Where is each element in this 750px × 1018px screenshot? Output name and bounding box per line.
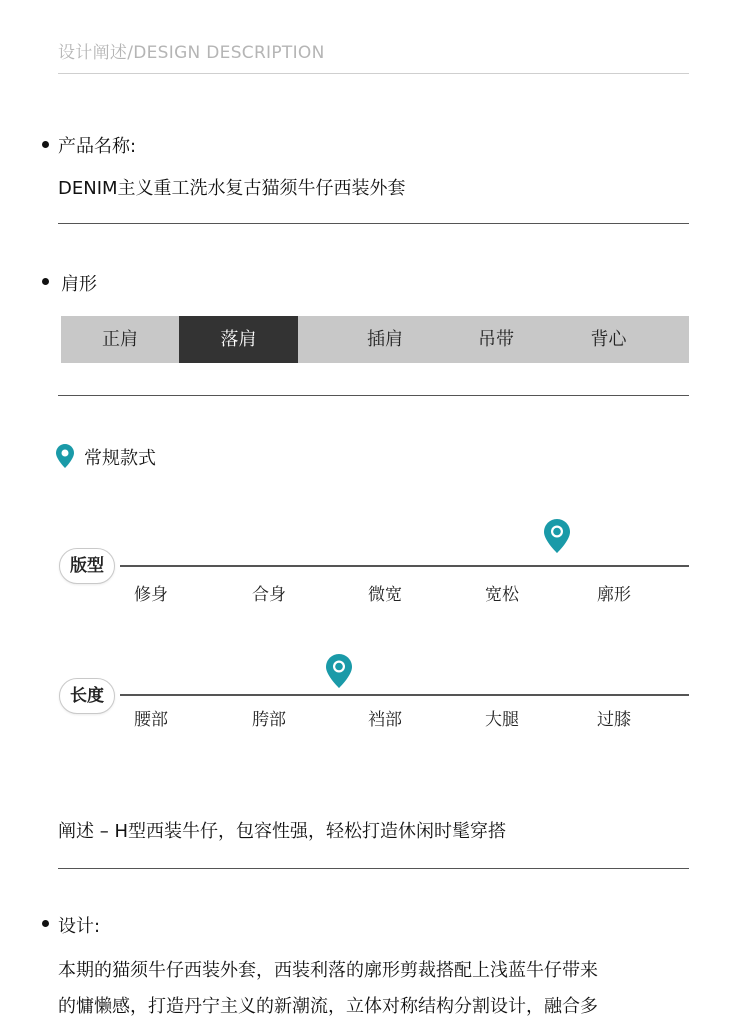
length-selected-pin-icon (326, 654, 352, 688)
length-tick: 过膝 (597, 710, 631, 730)
length-tick: 腰部 (134, 710, 168, 730)
design-label: 设计: (58, 916, 101, 937)
product-name: DENIM主义重工洗水复古猫须牛仔西装外套 (58, 178, 406, 199)
shoulder-option-regular[interactable]: 正肩 (102, 329, 138, 350)
bullet-icon (42, 920, 49, 927)
length-scale-line (120, 694, 689, 696)
fit-scale-line (120, 565, 689, 567)
divider (58, 868, 689, 869)
fit-tick: 合身 (252, 585, 286, 605)
divider (58, 73, 689, 74)
section-title: 设计阐述/DESIGN DESCRIPTION (58, 43, 325, 63)
design-text-line: 本期的猫须牛仔西装外套，西装利落的廓形剪裁搭配上浅蓝牛仔带来 (58, 960, 598, 981)
shoulder-option-strap[interactable]: 吊带 (478, 329, 514, 350)
length-tick: 裆部 (368, 710, 402, 730)
style-label: 常规款式 (84, 448, 156, 469)
shoulder-option-vest[interactable]: 背心 (590, 329, 627, 350)
location-pin-icon (56, 444, 74, 468)
shoulder-option-raglan[interactable]: 插肩 (367, 329, 403, 350)
product-name-label: 产品名称: (58, 136, 137, 157)
shoulder-label: 肩形 (61, 274, 97, 295)
fit-tick: 廓形 (597, 585, 631, 605)
length-tick: 大腿 (485, 710, 519, 730)
bullet-icon (42, 141, 49, 148)
shoulder-option-dropped[interactable]: 落肩 (179, 316, 298, 363)
fit-tag: 版型 (59, 548, 115, 584)
fit-selected-pin-icon (544, 519, 570, 553)
design-text-line: 的慵懒感，打造丹宁主义的新潮流，立体对称结构分割设计，融合多 (58, 996, 598, 1017)
divider (58, 223, 689, 224)
summary-text: 阐述 – H型西装牛仔，包容性强，轻松打造休闲时髦穿搭 (58, 821, 506, 842)
fit-tick: 微宽 (368, 585, 402, 605)
shoulder-selector (61, 316, 689, 363)
length-tick: 胯部 (252, 710, 286, 730)
length-tag: 长度 (59, 678, 115, 714)
bullet-icon (42, 278, 49, 285)
fit-tick: 修身 (134, 585, 168, 605)
divider (58, 395, 689, 396)
fit-tick: 宽松 (485, 585, 519, 605)
